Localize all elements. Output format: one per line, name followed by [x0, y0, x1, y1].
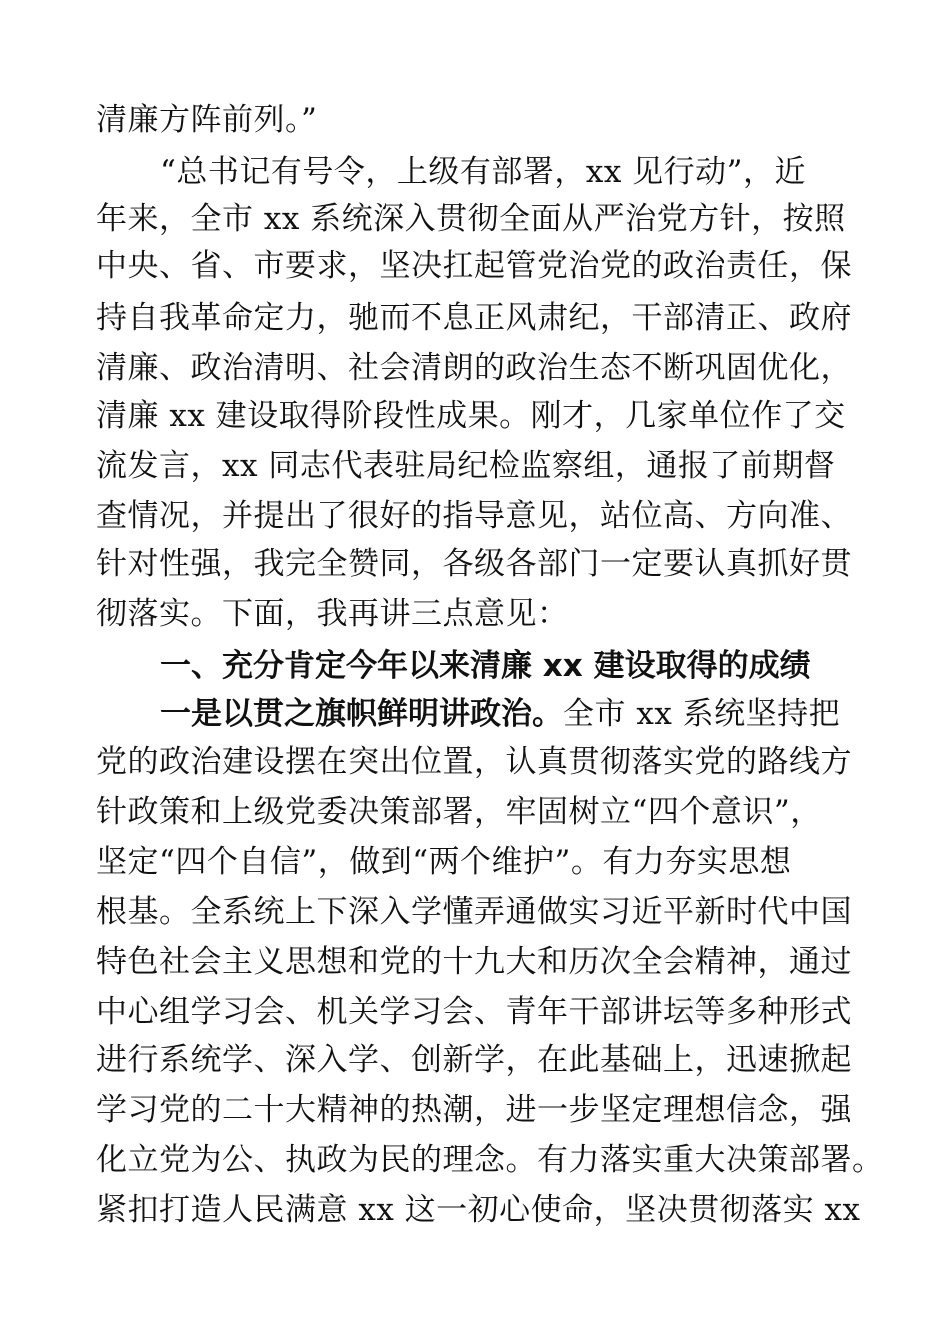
- text-line: 特色社会主义思想和党的十九大和历次全会精神，通过: [96, 944, 852, 980]
- text-line: 根基。全系统上下深入学懂弄通做实习近平新时代中国: [96, 894, 852, 930]
- point-lead: 一是以贯之旗帜鲜明讲政治。: [160, 696, 563, 732]
- text-line: 清廉方阵前列。”: [96, 102, 318, 138]
- text-line: 流发言，xx 同志代表驻局纪检监察组，通报了前期督: [96, 448, 836, 484]
- text-line: 化立党为公、执政为民的理念。有力落实重大决策部署。: [96, 1142, 884, 1178]
- text-line: 年来，全市 xx 系统深入贯彻全面从严治党方针，按照: [96, 201, 846, 237]
- section-heading: 一、充分肯定今年以来清廉 xx 建设取得的成绩: [160, 648, 811, 684]
- text-line: 坚定“四个自信”，做到“两个维护”。有力夯实思想: [96, 844, 792, 880]
- text-line: 中央、省、市要求，坚决扛起管党治党的政治责任，保: [96, 248, 852, 284]
- text-line: 查情况，并提出了很好的指导意见，站位高、方向准、: [96, 498, 852, 534]
- text-line: 彻落实。下面，我再讲三点意见：: [96, 596, 569, 632]
- text-line: 学习党的二十大精神的热潮，进一步坚定理想信念，强: [96, 1092, 852, 1128]
- text-line: 针对性强，我完全赞同，各级各部门一定要认真抓好贯: [96, 546, 852, 582]
- text-line: 进行系统学、深入学、创新学，在此基础上，迅速掀起: [96, 1042, 852, 1078]
- text-line: 党的政治建设摆在突出位置，认真贯彻落实党的路线方: [96, 744, 852, 780]
- text-line: 持自我革命定力，驰而不息正风肃纪，干部清正、政府: [96, 300, 852, 336]
- text-line: 清廉 xx 建设取得阶段性成果。刚才，几家单位作了交: [96, 398, 846, 434]
- text-line: 清廉、政治清明、社会清朗的政治生态不断巩固优化，: [96, 350, 852, 386]
- point-first-line: [160, 688, 940, 740]
- text-line: 中心组学习会、机关学习会、青年干部讲坛等多种形式: [96, 994, 852, 1030]
- text-line: “总书记有号令，上级有部署，xx 见行动”，近: [160, 154, 807, 190]
- text-line: 针政策和上级党委决策部署，牢固树立“四个意识”，: [96, 794, 822, 830]
- point-lead-rest: 全市 xx 系统坚持把: [563, 696, 841, 732]
- text-line: 紧扣打造人民满意 xx 这一初心使命，坚决贯彻落实 xx: [96, 1192, 861, 1228]
